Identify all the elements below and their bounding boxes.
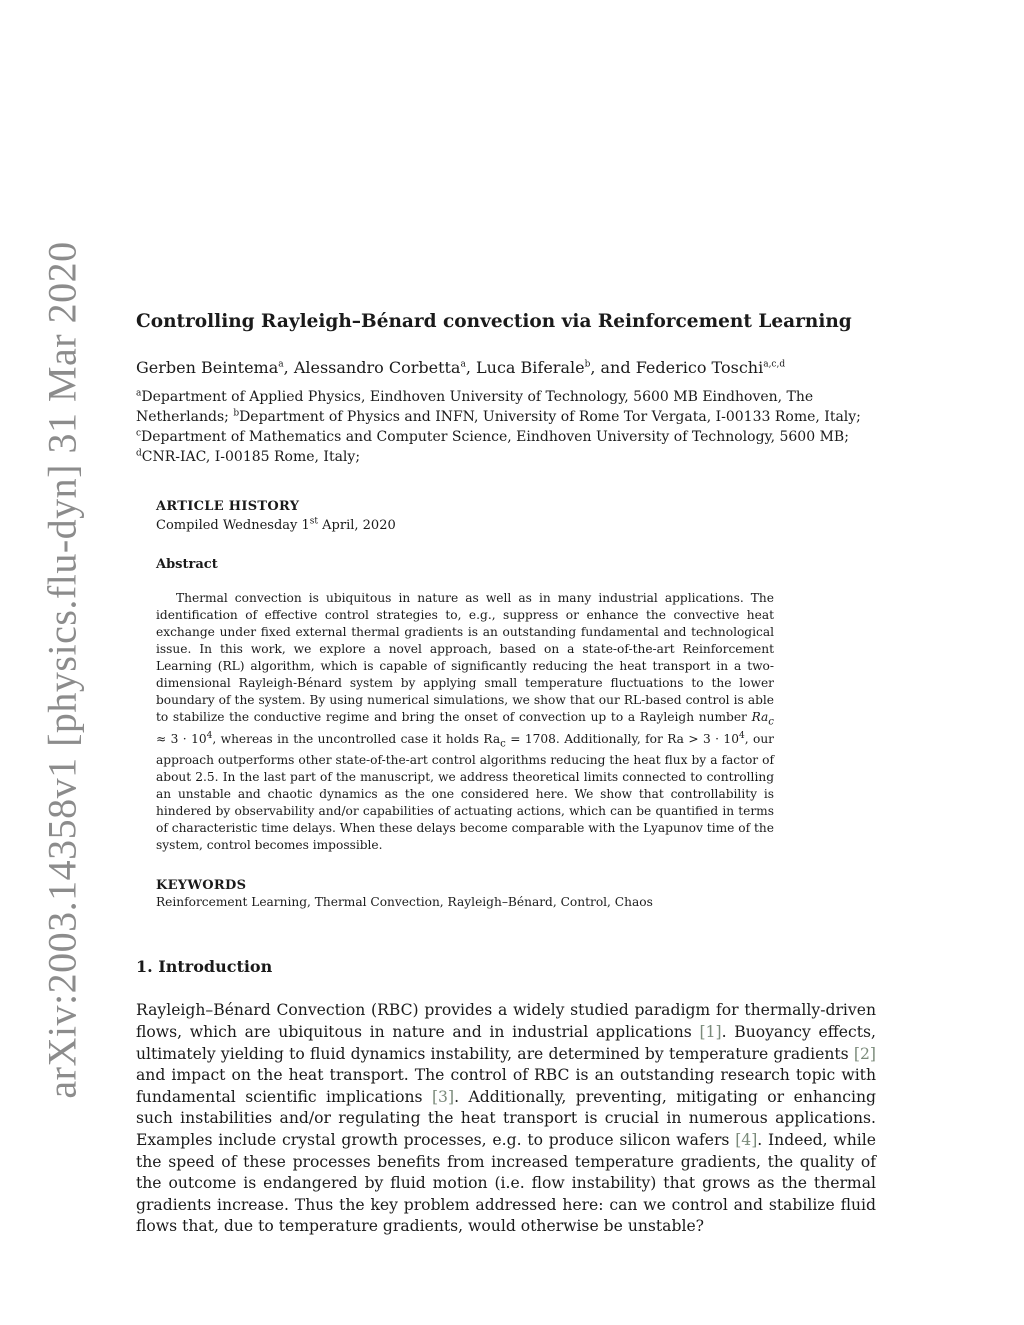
- citation-link[interactable]: [4]: [735, 1130, 758, 1149]
- affiliation-mark: d: [136, 448, 142, 459]
- affiliation-mark: c: [136, 428, 142, 439]
- abstract-heading: Abstract: [156, 556, 218, 572]
- author-affiliation-mark: b: [584, 359, 591, 370]
- article-history-heading: ARTICLE HISTORY: [156, 498, 300, 514]
- author-name: Gerben Beintema: [136, 358, 279, 378]
- affiliations: [136, 387, 876, 467]
- arxiv-identifier: arXiv:2003.14358v1 [physics.flu-dyn] 31 Mar 2020: [39, 241, 85, 1099]
- affiliation-mark: a: [136, 388, 142, 399]
- affiliation-mark: b: [233, 408, 240, 419]
- keywords-heading: KEYWORDS: [156, 878, 247, 894]
- author-separator: ,: [465, 358, 477, 378]
- affiliation-text: Department of Applied Physics, Eindhoven University of Technology, 5600 MB Eindhoven, The Netherlands;: [136, 388, 814, 425]
- introduction-paragraph: Rayleigh–Bénard Convection (RBC) provides a widely studied paradigm for thermally-driven flows, which are ubiquitous in nature and in industrial applications [1]. Buoyancy effects, ultimately yielding to fluid dynamics instability, are determined by temperature gradients [2] and impact on the heat transport. The control of RBC is an outstanding research topic with fundamental scientific implications [3]. Additionally, preventing, mitigating or enhancing such instabilities and/or regulating the heat transport is crucial in numerous applications. Examples include crystal growth processes, e.g. to produce silicon wafers [4]. Indeed, while the speed of these processes benefits from increased temperature gradients, the quality of the outcome is endangered by fluid motion (i.e. flow instability) that grows as the thermal gradients increase. Thus the key problem addressed here: can we control and stabilize fluid flows that, due to temperature gradients, would otherwise be unstable?: [136, 1001, 876, 1236]
- author-affiliation-mark: a: [278, 359, 284, 370]
- affiliation-text: Department of Physics and INFN, University of Rome Tor Vergata, I-00133 Rome, Italy;: [239, 408, 861, 425]
- section-heading-introduction: 1. Introduction: [136, 957, 273, 977]
- affiliation-text: CNR-IAC, I-00185 Rome, Italy;: [141, 448, 361, 465]
- author-affiliation-mark: a: [460, 359, 466, 370]
- citation-link[interactable]: [3]: [431, 1087, 455, 1106]
- paper-title: Controlling Rayleigh–Bénard convection via Reinforcement Learning: [136, 311, 852, 332]
- author-list: [136, 358, 876, 379]
- citation-link[interactable]: [1]: [699, 1023, 722, 1042]
- author-separator: ,: [283, 358, 294, 378]
- author-name: Luca Biferale: [476, 358, 585, 378]
- author-affiliation-mark: a,c,d: [763, 359, 786, 370]
- abstract-text: Thermal convection is ubiquitous in nature as well as in many industrial applications. The identification of effective control strategies to, e.g., suppress or enhance the convective heat exchange under fixed external thermal gradients is an outstanding fundamental and technological issue. In this work, we explore a novel approach, based on a state-of-the-art Reinforcement Learning (RL) algorithm, which is capable of significantly reducing the heat transport in a two-dimensional Rayleigh-Bénard system by applying small temperature fluctuations to the lower boundary of the system. By using numerical simulations, we show that our RL-based control is able to stabilize the conductive regime and bring the onset of convection up to a Rayleigh number $Ra_c \approx 3 \cdot 10^4$, whereas in the uncontrolled case it holds $Ra_c = 1708$. Additionally, for $Ra > 3 \cdot 10^4$, our approach outperforms other state-of-the-art control algorithms reducing the heat flux by a factor of about 2.5. In the last part of the manuscript, we address theoretical limits connected to controlling an unstable and chaotic dynamics as the one considered here. We show that controllability is hindered by observability and/or capabilities of actuating actions, which can be quantified in terms of characteristic time delays. When these delays become comparable with the Lyapunov time of the system, control becomes impossible.: [156, 590, 774, 853]
- author-name: Alessandro Corbetta: [293, 358, 461, 378]
- compiled-date: Compiled Wednesday 1st April, 2020: [156, 516, 396, 533]
- author-separator: , and: [590, 358, 636, 378]
- author-name: Federico Toschi: [635, 358, 764, 378]
- affiliation-text: Department of Mathematics and Computer Science, Eindhoven University of Technology, 5600 MB;: [141, 428, 849, 445]
- paper-page: [136, 310, 876, 1238]
- front-matter: [156, 499, 776, 910]
- citation-link[interactable]: [2]: [853, 1044, 876, 1063]
- keywords-text: Reinforcement Learning, Thermal Convection, Rayleigh–Bénard, Control, Chaos: [156, 895, 653, 910]
